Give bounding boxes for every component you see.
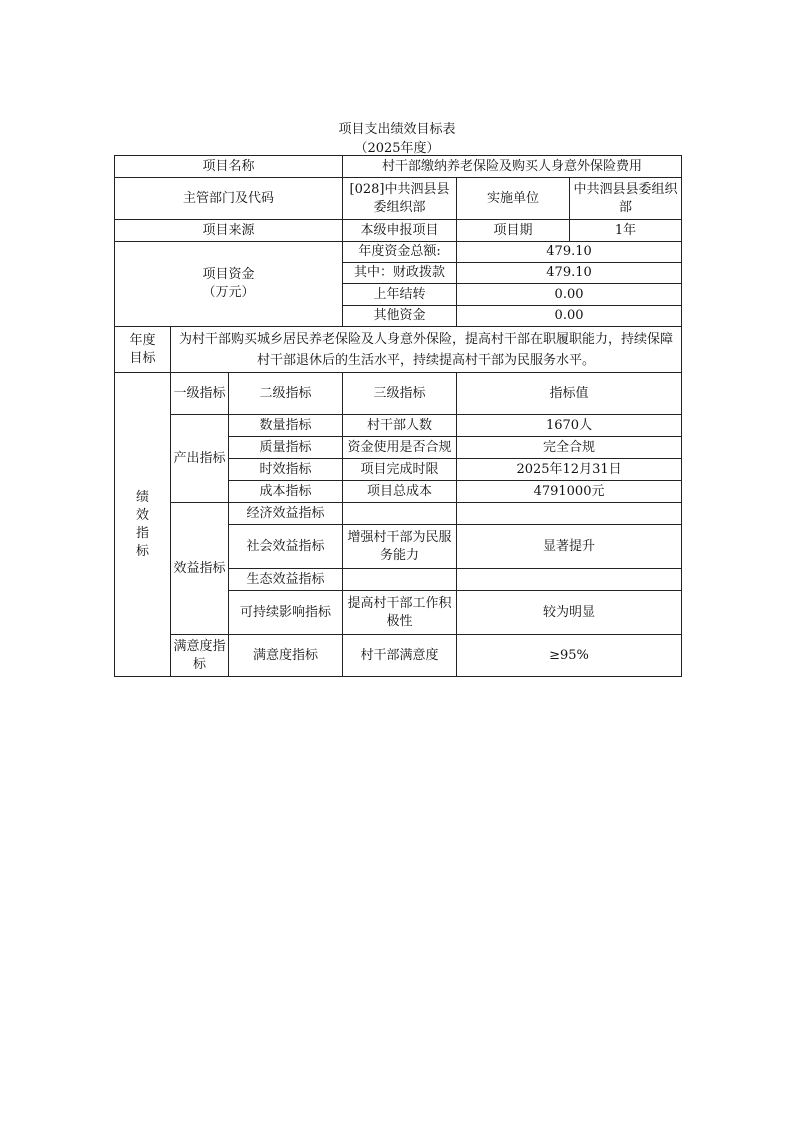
document-year: （2025年度） xyxy=(354,141,440,156)
project-name-label: 项目名称 xyxy=(115,156,343,178)
indicator-level3: 资金使用是否合规 xyxy=(343,437,457,459)
funds-other-value: 0.00 xyxy=(457,306,682,327)
indicator-value: 1670人 xyxy=(457,415,682,437)
header-level2: 二级指标 xyxy=(229,373,343,415)
annual-goal-label xyxy=(115,327,171,373)
project-funds-label xyxy=(115,242,343,327)
indicator-value: 2025年12月31日 xyxy=(457,459,682,481)
table-row xyxy=(115,635,682,677)
indicator-level3: 增强村干部为民服务能力 xyxy=(343,525,457,569)
indicator-level2: 社会效益指标 xyxy=(229,525,343,569)
department-label: 主管部门及代码 xyxy=(115,178,343,220)
section-label-char: 标 xyxy=(135,543,149,559)
indicator-level2: 经济效益指标 xyxy=(229,503,343,525)
section-label-char: 效 xyxy=(135,507,149,523)
performance-target-table xyxy=(114,155,682,677)
indicator-level2: 生态效益指标 xyxy=(229,569,343,591)
indicator-level2: 成本指标 xyxy=(229,481,343,503)
row-annual-goal xyxy=(115,327,682,373)
indicator-value: 显著提升 xyxy=(457,525,682,569)
indicator-level2: 时效指标 xyxy=(229,459,343,481)
project-source-label: 项目来源 xyxy=(115,220,343,242)
indicator-value: 4791000元 xyxy=(457,481,682,503)
group-benefit: 效益指标 xyxy=(171,503,229,635)
funds-fiscal-value: 479.10 xyxy=(457,263,682,284)
project-source-value: 本级申报项目 xyxy=(343,220,457,242)
row-funds-total xyxy=(115,242,682,263)
annual-goal-label-line2: 目标 xyxy=(129,350,156,366)
indicator-level3 xyxy=(343,569,457,591)
funds-total-label: 年度资金总额: xyxy=(343,242,457,263)
indicator-level3: 项目总成本 xyxy=(343,481,457,503)
project-period-value: 1年 xyxy=(570,220,682,242)
indicator-value: 较为明显 xyxy=(457,591,682,635)
indicator-level3: 村干部满意度 xyxy=(343,635,457,677)
annual-goal-text: 为村干部购买城乡居民养老保险及人身意外保险，提高村干部在职履职能力，持续保障村干部退休后的生活水平，持续提高村干部为民服务水平。 xyxy=(171,327,682,373)
section-label-char: 绩 xyxy=(135,489,149,505)
group-satisfaction: 满意度指标 xyxy=(171,635,229,677)
table-row xyxy=(115,503,682,525)
funds-carryover-value: 0.00 xyxy=(457,284,682,306)
department-value: [028]中共泗县县委组织部 xyxy=(343,178,457,220)
row-source xyxy=(115,220,682,242)
document-title: 项目支出绩效目标表 xyxy=(338,122,456,137)
project-funds-label-line1: 项目资金 xyxy=(202,267,255,282)
performance-indicators-label xyxy=(115,373,171,677)
row-indicator-header xyxy=(115,373,682,415)
funds-total-value: 479.10 xyxy=(457,242,682,263)
funds-other-label: 其他资金 xyxy=(343,306,457,327)
implementing-unit-label: 实施单位 xyxy=(457,178,570,220)
indicator-level2: 满意度指标 xyxy=(229,635,343,677)
indicator-level3: 村干部人数 xyxy=(343,415,457,437)
header-level1: 一级指标 xyxy=(171,373,229,415)
header-value: 指标值 xyxy=(457,373,682,415)
indicator-level3: 提高村干部工作积极性 xyxy=(343,591,457,635)
indicator-level3: 项目完成时限 xyxy=(343,459,457,481)
indicator-value: ≥95% xyxy=(457,635,682,677)
annual-goal-label-line1: 年度 xyxy=(129,332,156,348)
header-level3: 三级指标 xyxy=(343,373,457,415)
indicator-level3 xyxy=(343,503,457,525)
indicator-value xyxy=(457,503,682,525)
table-row xyxy=(115,415,682,437)
project-name-value: 村干部缴纳养老保险及购买人身意外保险费用 xyxy=(343,156,682,178)
indicator-level2: 数量指标 xyxy=(229,415,343,437)
row-project-name xyxy=(115,156,682,178)
funds-fiscal-label: 其中：财政拨款 xyxy=(343,263,457,284)
indicator-value xyxy=(457,569,682,591)
project-funds-label-line2: （万元） xyxy=(202,285,255,300)
indicator-level2: 质量指标 xyxy=(229,437,343,459)
funds-carryover-label: 上年结转 xyxy=(343,284,457,306)
implementing-unit-value: 中共泗县县委组织部 xyxy=(570,178,682,220)
group-output: 产出指标 xyxy=(171,415,229,503)
row-department xyxy=(115,178,682,220)
section-label-char: 指 xyxy=(135,525,149,541)
indicator-level2: 可持续影响指标 xyxy=(229,591,343,635)
project-period-label: 项目期 xyxy=(457,220,570,242)
indicator-value: 完全合规 xyxy=(457,437,682,459)
